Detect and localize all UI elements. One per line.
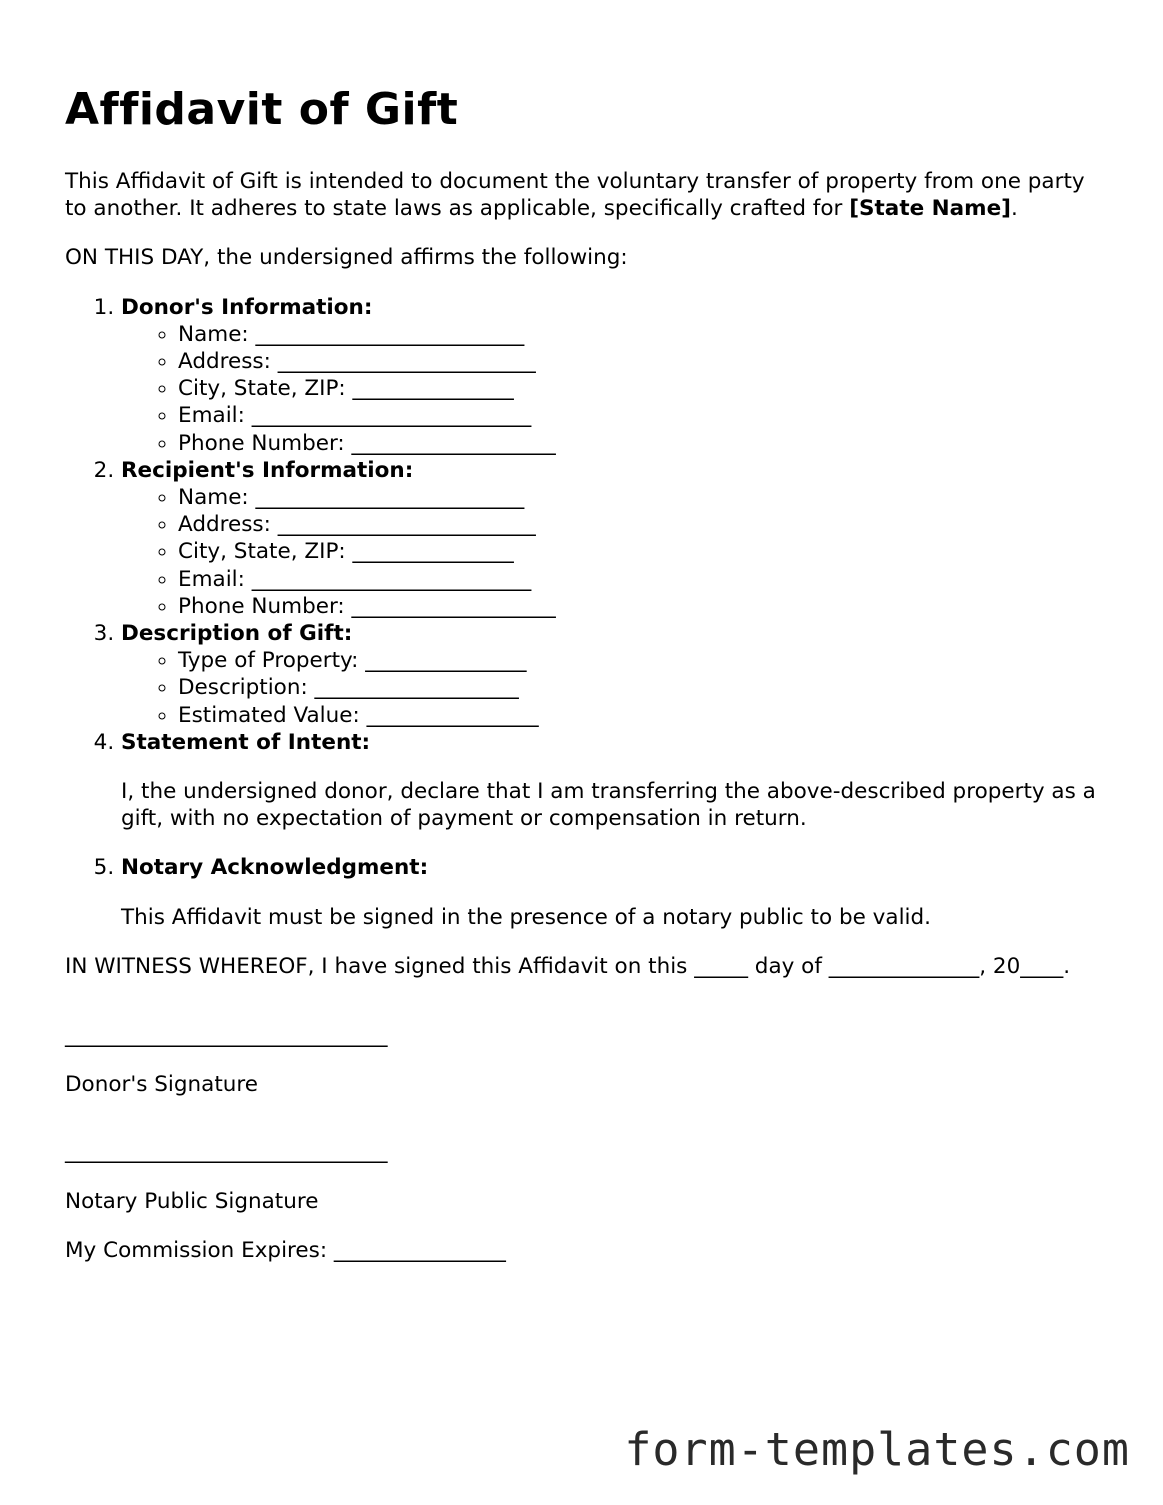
- donor-name-field[interactable]: ◦ Name: _________________________: [178, 321, 1105, 348]
- notary-signature-label: Notary Public Signature: [65, 1188, 319, 1214]
- section-donor-information: [121, 294, 1105, 457]
- recipient-address-field[interactable]: ◦ Address: ________________________: [178, 511, 1105, 538]
- affirm-statement: ON THIS DAY, the undersigned affirms the following:: [65, 245, 628, 271]
- section-recipient-information: [121, 457, 1105, 620]
- commission-expires-field[interactable]: My Commission Expires: ________________: [65, 1237, 506, 1263]
- section-description-of-gift: [121, 620, 1105, 729]
- document-title: Affidavit of Gift: [65, 84, 459, 135]
- gift-fields: [121, 647, 1105, 729]
- recipient-name-field[interactable]: ◦ Name: _________________________: [178, 484, 1105, 511]
- donor-signature-line[interactable]: ______________________________: [65, 1023, 388, 1049]
- witness-statement[interactable]: IN WITNESS WHEREOF, I have signed this Affidavit on this _____ day of ______________, 20____.: [65, 953, 1071, 979]
- section-heading: Recipient's Information:: [121, 457, 414, 483]
- gift-type-field[interactable]: ◦ Type of Property: _______________: [178, 647, 1105, 674]
- intro-text: This Affidavit of Gift is intended to document the voluntary transfer of property from one party to another. It adheres to state laws as applicable, specifically crafted for: [65, 169, 1085, 222]
- donor-fields: [121, 321, 1105, 457]
- donor-phone-field[interactable]: ◦ Phone Number: ___________________: [178, 430, 1105, 457]
- donor-email-field[interactable]: ◦ Email: __________________________: [178, 402, 1105, 429]
- donor-address-field[interactable]: ◦ Address: ________________________: [178, 348, 1105, 375]
- section-heading: Donor's Information:: [121, 294, 373, 320]
- affidavit-sections: [65, 294, 1105, 931]
- intro-period: .: [1010, 196, 1018, 222]
- section-notary-acknowledgment: [121, 854, 1105, 930]
- donor-city-state-zip-field[interactable]: ◦ City, State, ZIP: _______________: [178, 375, 1105, 402]
- notary-statement: This Affidavit must be signed in the presence of a notary public to be valid.: [121, 904, 932, 930]
- gift-description-field[interactable]: ◦ Description: ___________________: [178, 674, 1105, 701]
- intent-statement: I, the undersigned donor, declare that I am transferring the above-described property as a gift, with no expectation of payment or compensation in return.: [121, 779, 1096, 832]
- recipient-phone-field[interactable]: ◦ Phone Number: ___________________: [178, 593, 1105, 620]
- intro-paragraph: [65, 168, 1105, 222]
- section-heading: Statement of Intent:: [121, 729, 371, 755]
- state-name-placeholder: [State Name]: [849, 196, 1011, 222]
- recipient-city-state-zip-field[interactable]: ◦ City, State, ZIP: _______________: [178, 538, 1105, 565]
- section-heading: Description of Gift:: [121, 621, 353, 647]
- recipient-email-field[interactable]: ◦ Email: __________________________: [178, 566, 1105, 593]
- notary-signature-line[interactable]: ______________________________: [65, 1139, 388, 1165]
- document-page: [65, 82, 1105, 1264]
- section-statement-of-intent: [121, 729, 1105, 833]
- gift-value-field[interactable]: ◦ Estimated Value: ________________: [178, 702, 1105, 729]
- recipient-fields: [121, 484, 1105, 620]
- section-heading: Notary Acknowledgment:: [121, 855, 429, 881]
- watermark-logo: form-templates.com: [624, 1423, 1130, 1476]
- donor-signature-label: Donor's Signature: [65, 1072, 258, 1098]
